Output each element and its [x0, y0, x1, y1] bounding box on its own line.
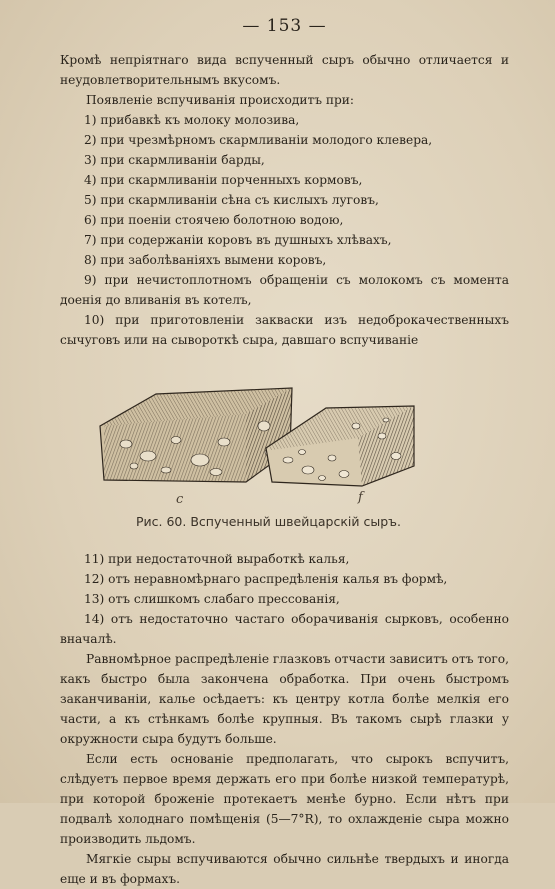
list-item: 14) отъ недостаточно частаго оборачиванія сырковъ, особенно вначалѣ. — [60, 612, 509, 646]
list-item: 2) при чрезмѣрномъ скармливаніи молодого клевера, — [84, 133, 433, 147]
lead-line: Появленіе вспучиванія происходитъ при: — [86, 93, 355, 107]
list-item: 1) прибавкѣ къ молоку молозива, — [84, 113, 300, 127]
list-item: 10) при приготовленіи закваски изъ недоброкачественныхъ сычуговъ или на сывороткѣ сыра, давшаго вспучиваніе — [60, 313, 509, 347]
list-item: 9) при нечистоплотномъ обращеніи съ молокомъ съ момента доенія до вливанія въ котелъ, — [60, 273, 509, 307]
figure-label-f: f — [358, 490, 363, 505]
list-item: 4) при скармливаніи порченныхъ кормовъ, — [84, 173, 363, 187]
causes-list-b — [60, 549, 509, 649]
list-item: 11) при недостаточной выработкѣ калья, — [84, 552, 350, 566]
body-paragraph: Если есть основаніе предполагать, что сырокъ вспучитъ, слѣдуетъ первое время держать его при болѣе низкой температурѣ, при которой броженіе протекаетъ менѣе бурно. Если нѣтъ при подвалѣ холоднаго помѣщенія (5—7°R), то охлажденіе сыра можно производить льдомъ. — [60, 752, 509, 846]
list-item: 13) отъ слишкомъ слабаго прессованія, — [84, 592, 340, 606]
body-paragraph: Равномѣрное распредѣленіе глазковъ отчасти зависитъ отъ того, какъ быстро была закончена обработка. При очень быстромъ заканчиваніи, калье осѣдаетъ: къ центру котла болѣе мелкія его части, а къ стѣнкамъ болѣе крупныя. Въ такомъ сырѣ глазки у окружности сыра будутъ больше. — [60, 652, 509, 746]
list-item: 6) при поеніи стоячею болотною водою, — [84, 213, 344, 227]
list-item: 12) отъ неравномѣрнаго распредѣленія калья въ формѣ, — [84, 572, 448, 586]
list-item: 3) при скармливаніи барды, — [84, 153, 265, 167]
figure-label-c: c — [176, 492, 184, 507]
list-item: 5) при скармливаніи сѣна съ кислыхъ луговъ, — [84, 193, 379, 207]
list-item: 8) при заболѣваніяхъ вымени коровъ, — [84, 253, 327, 267]
cheese-engraving — [96, 386, 436, 490]
cheese-piece-left — [100, 388, 292, 482]
causes-list-a — [60, 110, 509, 350]
cheese-illustration — [96, 386, 436, 507]
list-item: 7) при содержаніи коровъ въ душныхъ хлѣвахъ, — [84, 233, 392, 247]
figure-caption: Рис. 60. Вспученный швейцарскій сыръ. — [136, 514, 401, 529]
intro-paragraph: Кромѣ непріятнаго вида вспученный сыръ обычно отличается и неудовлетворительнымъ вкусомъ. — [60, 53, 509, 87]
body-paragraph: Мягкіе сыры вспучиваются обычно сильнѣе твердыхъ и иногда еще и въ формахъ. — [60, 852, 509, 886]
page-number: — 153 — — [242, 16, 327, 36]
